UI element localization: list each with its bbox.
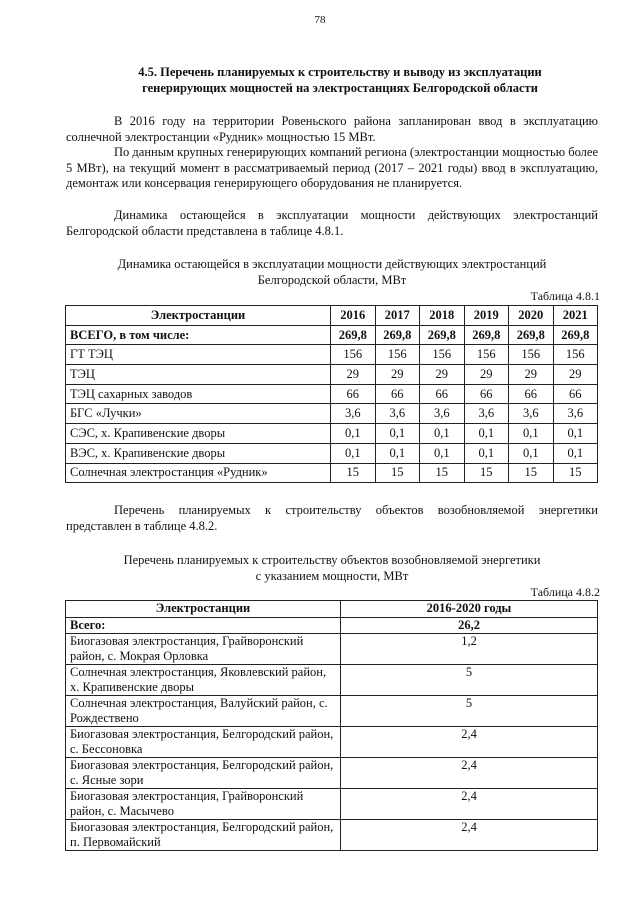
table1-cell: 29 [420, 365, 465, 385]
table1-row [66, 325, 598, 345]
table1-cell: 156 [375, 345, 420, 365]
table1-cell: 0,1 [331, 443, 376, 463]
table1-cell: 66 [331, 384, 376, 404]
table1-cell: 15 [420, 463, 465, 483]
table1-cell: 0,1 [420, 424, 465, 444]
table2-row [66, 758, 598, 789]
table1-cell: 269,8 [331, 325, 376, 345]
paragraph-2: По данным крупных генерирующих компаний региона (электростанции мощностью более 5 МВт), на текущий момент в рассматриваемый период (2017 – 2021 годы) ввод в эксплуатацию, демонтаж или консервация генерирующего оборудования не планируется. [66, 145, 598, 190]
table2-caption-line-2: с указанием мощности, МВт [255, 568, 409, 583]
table1-cell: 15 [509, 463, 554, 483]
table1-row [66, 424, 598, 444]
table1-cell: 156 [464, 345, 509, 365]
section-heading [100, 64, 580, 96]
table1-cell: ВСЕГО, в том числе: [66, 325, 331, 345]
table1-cell: 3,6 [375, 404, 420, 424]
table1-cell: 269,8 [553, 325, 598, 345]
table1-cell: 0,1 [420, 443, 465, 463]
table1-cell: 66 [375, 384, 420, 404]
table2-cell: Солнечная электростанция, Валуйский район, с. Рождествено [66, 696, 341, 727]
table1-cell: 66 [553, 384, 598, 404]
table2-cell: Биогазовая электростанция, Белгородский район, с. Бессоновка [66, 727, 341, 758]
table1-cell: 15 [375, 463, 420, 483]
table2-header-cell: Электростанции [66, 601, 341, 618]
table1-cell: 66 [464, 384, 509, 404]
paragraph-4: Перечень планируемых к строительству объектов возобновляемой энергетики представлен в таблице 4.8.2. [66, 503, 598, 533]
table1-row [66, 384, 598, 404]
table2-cell: Биогазовая электростанция, Грайворонский район, с. Масычево [66, 789, 341, 820]
table1-caption-line-2: Белгородской области, МВт [257, 272, 407, 287]
table1-cell: 0,1 [509, 424, 554, 444]
table1-caption [66, 257, 598, 288]
renewable-plants-table [65, 600, 598, 851]
table1-cell: 29 [464, 365, 509, 385]
table2-label: Таблица 4.8.2 [530, 585, 600, 599]
table2-row [66, 618, 598, 634]
table1-cell: 0,1 [331, 424, 376, 444]
table1-caption-line-1: Динамика остающейся в эксплуатации мощности действующих электростанций [117, 257, 547, 271]
table2-cell: 2,4 [341, 758, 598, 789]
table2-cell: Биогазовая электростанция, Грайворонский район, с. Мокрая Орловка [66, 634, 341, 665]
table2-cell: 5 [341, 696, 598, 727]
table1-cell: 156 [420, 345, 465, 365]
table1-cell: ГТ ТЭЦ [66, 345, 331, 365]
table1-cell: 3,6 [420, 404, 465, 424]
table2-cell: 2,4 [341, 789, 598, 820]
table2-caption [66, 553, 598, 584]
table1-cell: 269,8 [420, 325, 465, 345]
heading-line-1: 4.5. Перечень планируемых к строительству и выводу из эксплуатации [138, 65, 542, 79]
table1-cell: 66 [420, 384, 465, 404]
table1-cell: 3,6 [331, 404, 376, 424]
table1-cell: 15 [464, 463, 509, 483]
table1-cell: СЭС, х. Крапивенские дворы [66, 424, 331, 444]
table1-cell: 0,1 [375, 424, 420, 444]
table2-cell: Биогазовая электростанция, Белгородский район, п. Первомайский [66, 820, 341, 851]
table2-row [66, 789, 598, 820]
heading-line-2: генерирующих мощностей на электростанциях Белгородской области [142, 81, 538, 95]
table1-row [66, 365, 598, 385]
table1-row [66, 443, 598, 463]
table1-cell: 15 [553, 463, 598, 483]
table2-row [66, 665, 598, 696]
capacity-dynamics-table [65, 305, 598, 483]
table1-cell: 0,1 [464, 443, 509, 463]
table2-header-cell: 2016-2020 годы [341, 601, 598, 618]
table2-caption-line-1: Перечень планируемых к строительству объектов возобновляемой энергетики [123, 553, 541, 567]
table2-cell: 5 [341, 665, 598, 696]
table1-cell: 0,1 [553, 443, 598, 463]
table1-cell: 29 [331, 365, 376, 385]
table2-cell: Биогазовая электростанция, Белгородский район, с. Ясные зори [66, 758, 341, 789]
paragraph-3: Динамика остающейся в эксплуатации мощности действующих электростанций Белгородской области представлена в таблице 4.8.1. [66, 208, 598, 238]
table1-header-cell: 2020 [509, 306, 554, 326]
table1-cell: 269,8 [464, 325, 509, 345]
table2-row [66, 696, 598, 727]
table1-cell: 3,6 [509, 404, 554, 424]
table1-cell: 156 [509, 345, 554, 365]
table1-cell: 0,1 [553, 424, 598, 444]
table1-cell: ТЭЦ сахарных заводов [66, 384, 331, 404]
table1-label: Таблица 4.8.1 [530, 289, 600, 303]
table1-row [66, 463, 598, 483]
table2-cell: 2,4 [341, 727, 598, 758]
table2-row [66, 727, 598, 758]
table1-cell: 156 [553, 345, 598, 365]
table1-cell: 29 [553, 365, 598, 385]
table1-row [66, 345, 598, 365]
table2-row [66, 634, 598, 665]
table1-header-cell: 2019 [464, 306, 509, 326]
table1-cell: ТЭЦ [66, 365, 331, 385]
table1-header-cell: 2018 [420, 306, 465, 326]
table2-cell: Всего: [66, 618, 341, 634]
table1-cell: 269,8 [509, 325, 554, 345]
table1-header-row [66, 306, 598, 326]
table1-cell: 29 [509, 365, 554, 385]
table1-header-cell: 2016 [331, 306, 376, 326]
table1-header-cell: Электростанции [66, 306, 331, 326]
table1-cell: 0,1 [509, 443, 554, 463]
table2-cell: 2,4 [341, 820, 598, 851]
table1-row [66, 404, 598, 424]
table1-cell: 15 [331, 463, 376, 483]
table2-cell: 1,2 [341, 634, 598, 665]
table1-cell: БГС «Лучки» [66, 404, 331, 424]
table2-row [66, 820, 598, 851]
table1-cell: 3,6 [464, 404, 509, 424]
page-number: 78 [314, 14, 326, 26]
table1-cell: 156 [331, 345, 376, 365]
table1-cell: 3,6 [553, 404, 598, 424]
table2-cell: Солнечная электростанция, Яковлевский район, х. Крапивенские дворы [66, 665, 341, 696]
table2-cell: 26,2 [341, 618, 598, 634]
table2-header-row [66, 601, 598, 618]
table1-cell: 29 [375, 365, 420, 385]
table1-cell: ВЭС, х. Крапивенские дворы [66, 443, 331, 463]
paragraph-1: В 2016 году на территории Ровеньского района запланирован ввод в эксплуатацию солнечной электростанции «Рудник» мощностью 15 МВт. [66, 114, 598, 144]
table1-header-cell: 2021 [553, 306, 598, 326]
table1-cell: 0,1 [375, 443, 420, 463]
table1-cell: 66 [509, 384, 554, 404]
table1-cell: 269,8 [375, 325, 420, 345]
table1-cell: Солнечная электростанция «Рудник» [66, 463, 331, 483]
table1-cell: 0,1 [464, 424, 509, 444]
table1-header-cell: 2017 [375, 306, 420, 326]
